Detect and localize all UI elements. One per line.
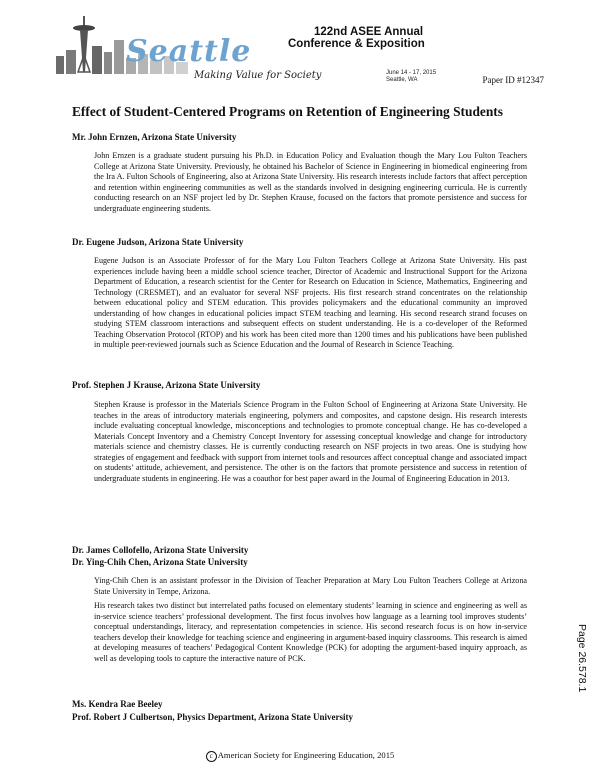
paper-id: Paper ID #12347 <box>482 75 544 85</box>
author-bio <box>94 400 527 484</box>
page-stamp: Page 26.578.1 <box>576 624 588 693</box>
conference-line2: Conference & Exposition <box>288 38 425 50</box>
bio-paragraph: Ying-Chih Chen is an assistant professor in the Division of Teacher Preparation at Mary Lou Fulton Teachers College at Arizona State University in Tempe, Arizona. <box>94 576 527 596</box>
author-name: Prof. Robert J Culbertson, Physics Department, Arizona State University <box>72 712 354 722</box>
author-name: Dr. Eugene Judson, Arizona State University <box>72 237 244 247</box>
copyright-icon: c <box>206 751 217 762</box>
conference-header <box>56 10 546 100</box>
seattle-logo <box>56 10 322 90</box>
author-name: Dr. James Collofello, Arizona State University <box>72 545 249 555</box>
author-name: Mr. John Ernzen, Arizona State University <box>72 132 237 142</box>
copyright-footer <box>0 750 600 762</box>
author-name: Dr. Ying-Chih Chen, Arizona State University <box>72 557 248 567</box>
author-bio <box>94 256 527 351</box>
author-bio <box>94 151 527 214</box>
conference-location: Seattle, WA <box>386 77 418 83</box>
bio-paragraph: Eugene Judson is an Associate Professor of for the Mary Lou Fulton Teachers College at Arizona State University. His past experiences include having been a middle school science teacher, Director of Academic and Instructional Support for the Arizona Department of Education, a research scientist for the Center for Research on Education in Science, Mathematics, Engineering and Technology (CRESMET), and an evaluator for several NSF projects. His first research strand concentrates on the relationship between educational policy and STEM education. This provides policymakers and the educational community an improved understanding of how changes in educational policies impact STEM teaching and learning. His second research strand focuses on studying STEM classroom interactions and subsequent effects on student understanding. He is a co-developer of the Reformed Teaching Observation Protocol (RTOP) and his work has been cited more than 1200 times and his publications have been published in multiple peer-reviewed journals such as Science Education and the Journal of Research in Science Teaching. <box>94 256 527 350</box>
bio-paragraph: His research takes two distinct but interrelated paths focused on elementary students’ learning in science and engineering as well as in-service science teachers’ professional development. The first focus involves how language as a learning tool improves students’ conceptual understandings, literacy, and representation competencies in science. His second research focus is on how in-service teachers develop their knowledge for teaching science and engineering in argument-based inquiry classrooms. This research is aimed at developing measures of teachers’ Pedagogical Content Knowledge (PCK) for adopting the argument-based inquiry approach, as well as developing tools to capture the interactive nature of PCK. <box>94 601 527 663</box>
conference-dates: June 14 - 17, 2015 <box>386 70 437 76</box>
logo-tagline: Making Value for Society <box>194 70 322 81</box>
author-bio <box>94 576 527 664</box>
conference-dates-block <box>386 70 436 84</box>
author-name: Ms. Kendra Rae Beeley <box>72 699 163 709</box>
copyright-text: American Society for Engineering Education, 2015 <box>217 750 395 760</box>
paper-title: Effect of Student-Centered Programs on Retention of Engineering Students <box>72 104 503 119</box>
author-name: Prof. Stephen J Krause, Arizona State University <box>72 380 261 390</box>
conference-line1: 122nd ASEE Annual <box>314 26 424 38</box>
conference-name <box>288 26 425 50</box>
bio-paragraph: John Ernzen is a graduate student pursuing his Ph.D. in Education Policy and Evaluation though the Mary Lou Fulton Teachers College at Arizona State University. Previously, he obtained his Bachelor of Science in Engineering in biomedical engineering from the Ira A. Fulton Schools of Engineering, also at Arizona State University. His research interests include factors that affect perception and retention within engineering communities as well as the standards involved in designing engineering curricula. He is currently conducting research on an NSF project led by Dr. Stephen Krause, focused on the factors that promote persistence and success for undergraduate engineering students. <box>94 151 527 213</box>
logo-city-name: Seattle <box>126 34 252 69</box>
bio-paragraph: Stephen Krause is professor in the Materials Science Program in the Fulton School of Engineering at Arizona State University. He teaches in the areas of introductory materials engineering, polymers and composites, and capstone design. His research interests include evaluating conceptual knowledge, misconceptions and technologies to promote conceptual change. He has co-developed a Materials Concept Inventory and a Chemistry Concept Inventory for assessing conceptual knowledge and change for introductory materials science and chemistry classes. He is currently conducting research on NSF projects in two areas. One is studying how strategies of engagement and feedback with support from internet tools and resources affect conceptual change and associated impact on students’ attitude, achievement, and persistence. The other is on the factors that promote persistence and success in retention of undergraduate students in engineering. He was a coauthor for best paper award in the Journal of Engineering Education in 2013. <box>94 400 527 483</box>
